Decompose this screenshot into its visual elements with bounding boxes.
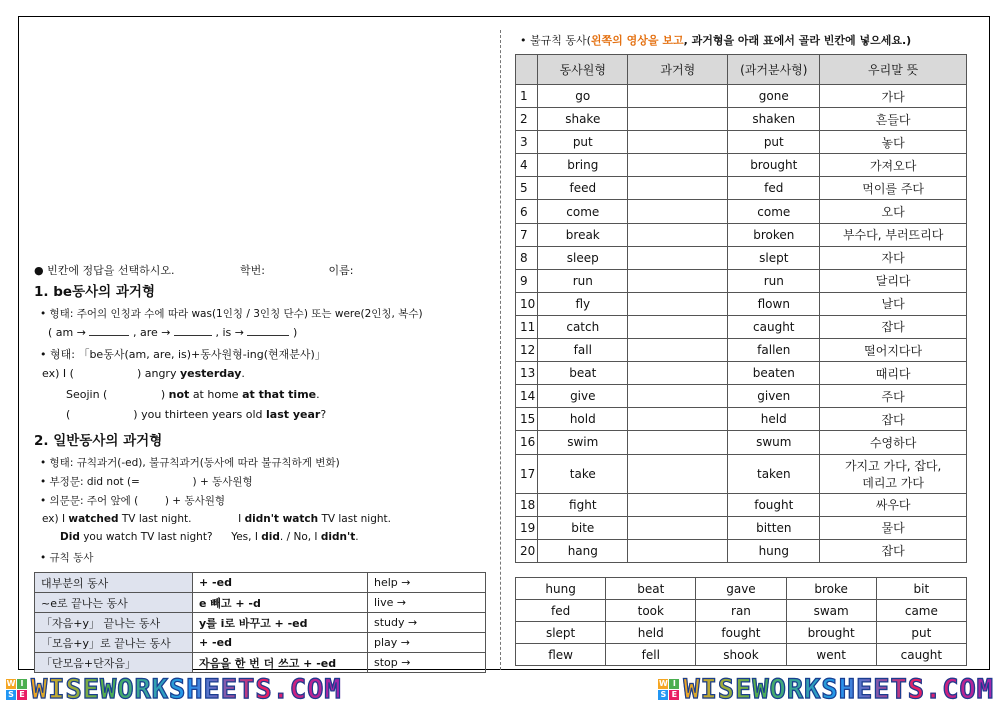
section1-example2: Seojin ( ) not at home at that time. xyxy=(66,388,320,401)
past-participle: brought xyxy=(728,154,820,177)
base-form: take xyxy=(538,454,628,493)
word-bank-item[interactable]: fell xyxy=(606,644,696,666)
korean-meaning: 놓다 xyxy=(820,131,967,154)
wise-logo-icon xyxy=(6,679,27,700)
past-form-blank[interactable] xyxy=(628,108,728,131)
korean-meaning-line1: 가지고 가다, 잡다, xyxy=(844,458,942,473)
row-number: 13 xyxy=(516,362,538,385)
base-form: put xyxy=(538,131,628,154)
past-participle: hung xyxy=(728,539,820,562)
row-number: 7 xyxy=(516,223,538,246)
verb-row xyxy=(516,269,967,292)
rule-example[interactable]: help → xyxy=(368,573,486,593)
ex2-did-answer: did xyxy=(261,531,280,543)
past-form-blank[interactable] xyxy=(628,362,728,385)
instr-highlight: 왼쪽의 영상을 보고 xyxy=(590,34,684,47)
name-label: 이름: xyxy=(328,264,354,277)
instr-post: , 과거형을 아래 표에서 골라 빈칸에 넣으세요.) xyxy=(683,34,912,47)
section1-example3 xyxy=(66,408,326,421)
korean-meaning: 자다 xyxy=(820,246,967,269)
brand-right[interactable] xyxy=(658,674,994,705)
base-form: catch xyxy=(538,315,628,338)
ex3-post: ) you thirteen years old xyxy=(133,408,263,421)
base-form: fight xyxy=(538,493,628,516)
row-number: 9 xyxy=(516,269,538,292)
row-number: 12 xyxy=(516,339,538,362)
row-number: 15 xyxy=(516,408,538,431)
word-bank-item[interactable]: put xyxy=(876,622,966,644)
neg-pre: • 부정문: did not (= xyxy=(40,476,140,488)
past-participle: given xyxy=(728,385,820,408)
section2-negative xyxy=(40,474,253,489)
are-blank[interactable] xyxy=(174,326,212,336)
ex3-end: ? xyxy=(320,408,327,421)
past-form-blank[interactable] xyxy=(628,454,728,493)
irregular-instruction xyxy=(520,32,911,48)
ex-label-2: ex) xyxy=(42,513,59,525)
word-bank-item[interactable]: caught xyxy=(876,644,966,666)
ex2-didnt: didn't xyxy=(320,531,356,543)
verb-row xyxy=(516,223,967,246)
past-form-blank[interactable] xyxy=(628,154,728,177)
instruction-text: ● 빈칸에 정답을 선택하시오. xyxy=(34,264,175,277)
past-participle: beaten xyxy=(728,362,820,385)
word-bank-item[interactable]: held xyxy=(606,622,696,644)
verb-row xyxy=(516,454,967,493)
past-participle: held xyxy=(728,408,820,431)
base-form: run xyxy=(538,269,628,292)
verb-row xyxy=(516,154,967,177)
past-participle: taken xyxy=(728,454,820,493)
past-participle: shaken xyxy=(728,108,820,131)
verb-row xyxy=(516,177,967,200)
verb-row xyxy=(516,362,967,385)
ex1b-bold: didn't watch xyxy=(244,513,319,525)
rule-row xyxy=(35,593,486,613)
verb-row xyxy=(516,200,967,223)
close-paren: ) xyxy=(292,326,298,339)
past-participle: fed xyxy=(728,177,820,200)
ex1-bold: yesterday xyxy=(179,367,242,380)
word-bank-row xyxy=(516,578,967,600)
wise-logo-icon xyxy=(658,679,679,700)
korean-meaning: 떨어지다다 xyxy=(820,339,967,362)
korean-meaning: 달리다 xyxy=(820,269,967,292)
ex1-post: ) angry xyxy=(136,367,177,380)
rule-verb-type: 대부분의 동사 xyxy=(35,573,193,593)
word-bank-item[interactable]: came xyxy=(876,600,966,622)
logo-letter: W xyxy=(6,679,16,688)
past-participle: fought xyxy=(728,493,820,516)
past-form-blank[interactable] xyxy=(628,493,728,516)
base-form: sleep xyxy=(538,246,628,269)
row-number: 6 xyxy=(516,200,538,223)
rule-verb-type: 「단모음+단자음」 xyxy=(35,653,193,673)
word-bank-item[interactable]: swam xyxy=(786,600,876,622)
brand-left[interactable] xyxy=(6,674,342,705)
base-form: bite xyxy=(538,516,628,539)
base-form: go xyxy=(538,85,628,108)
row-number: 18 xyxy=(516,493,538,516)
is-blank[interactable] xyxy=(247,326,289,336)
section1-form1: • 형태: 주어의 인칭과 수에 따라 was(1인칭 / 3인칭 단수) 또는 were(2인칭, 복수) xyxy=(40,308,423,320)
verb-row xyxy=(516,431,967,454)
ex1-end: . xyxy=(241,367,245,380)
base-form: hang xyxy=(538,539,628,562)
word-bank-row xyxy=(516,600,967,622)
verb-row xyxy=(516,339,967,362)
row-number: 20 xyxy=(516,539,538,562)
past-form-blank[interactable] xyxy=(628,339,728,362)
past-form-blank[interactable] xyxy=(628,85,728,108)
korean-meaning xyxy=(820,454,967,493)
logo-letter: I xyxy=(17,679,27,689)
ex1a-pre: I xyxy=(61,513,66,525)
verb-row xyxy=(516,493,967,516)
korean-meaning: 부수다, 부러뜨리다 xyxy=(820,223,967,246)
column-header: 동사원형 xyxy=(538,55,628,85)
base-form: swim xyxy=(538,431,628,454)
past-form-blank[interactable] xyxy=(628,292,728,315)
section1-example1 xyxy=(42,367,245,380)
verb-row xyxy=(516,246,967,269)
brand-text: WISEWORKSHEETS.COM xyxy=(683,674,994,705)
past-form-blank[interactable] xyxy=(628,408,728,431)
regular-verb-rules-table xyxy=(34,572,486,673)
rule-row xyxy=(35,653,486,673)
row-number: 11 xyxy=(516,315,538,338)
korean-meaning: 날다 xyxy=(820,292,967,315)
ex-label: ex) xyxy=(42,367,60,380)
base-form: come xyxy=(538,200,628,223)
row-number: 17 xyxy=(516,454,538,493)
word-bank-item[interactable]: brought xyxy=(786,622,876,644)
ex1-pre: I ( xyxy=(62,367,74,380)
rule-example[interactable]: play → xyxy=(368,633,486,653)
logo-letter: W xyxy=(658,679,668,688)
logo-letter: E xyxy=(17,690,27,700)
past-participle: come xyxy=(728,200,820,223)
instruction-line xyxy=(34,262,353,278)
column-header: 과거형 xyxy=(628,55,728,85)
korean-meaning: 때리다 xyxy=(820,362,967,385)
column-header: (과거분사형) xyxy=(728,55,820,85)
row-number: 1 xyxy=(516,85,538,108)
verb-row xyxy=(516,315,967,338)
row-number: 16 xyxy=(516,431,538,454)
rule-change: + -ed xyxy=(193,573,368,593)
past-participle: run xyxy=(728,269,820,292)
ex2-did: Did xyxy=(60,531,80,543)
base-form: fall xyxy=(538,339,628,362)
logo-letter: E xyxy=(669,690,679,700)
verb-row xyxy=(516,131,967,154)
word-bank-row xyxy=(516,622,967,644)
ex2-bold2: at that time xyxy=(242,388,317,401)
ex2-pre: Seojin ( xyxy=(66,388,108,401)
word-bank-item[interactable]: gave xyxy=(696,578,786,600)
past-form-blank[interactable] xyxy=(628,315,728,338)
rule-example[interactable]: live → xyxy=(368,593,486,613)
ex2-end: . xyxy=(316,388,320,401)
word-bank-item[interactable]: fought xyxy=(696,622,786,644)
past-participle: flown xyxy=(728,292,820,315)
past-participle: swum xyxy=(728,431,820,454)
section2-question xyxy=(40,493,225,508)
row-number: 2 xyxy=(516,108,538,131)
past-participle: put xyxy=(728,131,820,154)
base-form: break xyxy=(538,223,628,246)
word-bank-item[interactable]: shook xyxy=(696,644,786,666)
row-number: 8 xyxy=(516,246,538,269)
row-number: 3 xyxy=(516,131,538,154)
korean-meaning: 오다 xyxy=(820,200,967,223)
row-number: 5 xyxy=(516,177,538,200)
past-participle: fallen xyxy=(728,339,820,362)
rule-change: y를 i로 바꾸고 + -ed xyxy=(193,613,368,633)
past-form-blank[interactable] xyxy=(628,539,728,562)
is-label: , is → xyxy=(215,326,244,339)
verb-row xyxy=(516,385,967,408)
rule-verb-type: 「자음+y」 끝나는 동사 xyxy=(35,613,193,633)
word-bank-item[interactable]: broke xyxy=(786,578,876,600)
are-label: , are → xyxy=(132,326,171,339)
verb-row xyxy=(516,539,967,562)
ex2-mid-2: you watch TV last night? xyxy=(83,531,213,543)
past-participle: slept xyxy=(728,246,820,269)
rule-change: + -ed xyxy=(193,633,368,653)
rule-example[interactable]: study → xyxy=(368,613,486,633)
korean-meaning: 가져오다 xyxy=(820,154,967,177)
neg-post: ) + 동사원형 xyxy=(192,476,253,488)
q-pre: • 의문문: 주어 앞에 ( xyxy=(40,495,139,507)
past-form-blank[interactable] xyxy=(628,385,728,408)
base-form: give xyxy=(538,385,628,408)
korean-meaning: 싸우다 xyxy=(820,493,967,516)
base-form: bring xyxy=(538,154,628,177)
korean-meaning: 흔들다 xyxy=(820,108,967,131)
brand-text: WISEWORKSHEETS.COM xyxy=(31,674,342,705)
am-blank[interactable] xyxy=(89,326,129,336)
word-bank-item[interactable]: slept xyxy=(516,622,606,644)
am-label: ( am → xyxy=(48,326,86,339)
past-form-blank[interactable] xyxy=(628,269,728,292)
logo-letter: I xyxy=(669,679,679,689)
footer-banner xyxy=(0,672,1000,707)
verb-row xyxy=(516,108,967,131)
row-number: 10 xyxy=(516,292,538,315)
past-participle: bitten xyxy=(728,516,820,539)
past-form-blank[interactable] xyxy=(628,200,728,223)
logo-letter: S xyxy=(6,690,16,700)
past-participle: broken xyxy=(728,223,820,246)
korean-meaning: 수영하다 xyxy=(820,431,967,454)
rule-verb-type: ~e로 끝나는 동사 xyxy=(35,593,193,613)
rule-row xyxy=(35,573,486,593)
base-form: feed xyxy=(538,177,628,200)
rule-example[interactable]: stop → xyxy=(368,653,486,673)
past-form-blank[interactable] xyxy=(628,131,728,154)
word-bank-table xyxy=(515,577,967,666)
past-form-blank[interactable] xyxy=(628,246,728,269)
ex2-end-2: . xyxy=(355,531,359,543)
base-form: hold xyxy=(538,408,628,431)
word-bank-row xyxy=(516,644,967,666)
verb-row xyxy=(516,292,967,315)
word-bank-item[interactable]: fed xyxy=(516,600,606,622)
word-bank-item[interactable]: hung xyxy=(516,578,606,600)
ex2-bold1: not xyxy=(168,388,190,401)
row-number: 14 xyxy=(516,385,538,408)
q-post: ) + 동사원형 xyxy=(164,495,226,507)
korean-meaning: 물다 xyxy=(820,516,967,539)
ex3-pre: ( xyxy=(66,408,71,421)
past-form-blank[interactable] xyxy=(628,516,728,539)
korean-meaning: 잡다 xyxy=(820,539,967,562)
verb-row xyxy=(516,516,967,539)
korean-meaning: 잡다 xyxy=(820,408,967,431)
past-participle: gone xyxy=(728,85,820,108)
rule-row xyxy=(35,633,486,653)
rule-verb-type: 「모음+y」로 끝나는 동사 xyxy=(35,633,193,653)
rule-row xyxy=(35,613,486,633)
past-participle: caught xyxy=(728,315,820,338)
ex1a-post: TV last night. xyxy=(121,513,192,525)
korean-meaning: 먹이를 주다 xyxy=(820,177,967,200)
section2-title: 2. 일반동사의 과거형 xyxy=(34,433,163,449)
ex3-bold: last year xyxy=(266,408,321,421)
ex2-no: . / No, I xyxy=(279,531,318,543)
section1-title: 1. be동사의 과거형 xyxy=(34,284,155,300)
base-form: beat xyxy=(538,362,628,385)
rule-change: e 빼고 + -d xyxy=(193,593,368,613)
korean-meaning-line2: 데리고 가다 xyxy=(862,475,925,490)
rule-change: 자음을 한 번 더 쓰고 + -ed xyxy=(193,653,368,673)
word-bank-item[interactable]: ran xyxy=(696,600,786,622)
logo-letter: S xyxy=(658,690,668,700)
verb-row xyxy=(516,408,967,431)
column-header xyxy=(516,55,538,85)
section2-example2 xyxy=(60,531,359,543)
word-bank-item[interactable]: took xyxy=(606,600,696,622)
verb-row xyxy=(516,85,967,108)
row-number: 19 xyxy=(516,516,538,539)
section2-example1 xyxy=(42,513,391,525)
section2-form: • 형태: 규칙과거(-ed), 불규칙과거(동사에 따라 불규칙하게 변화) xyxy=(40,457,340,469)
regular-verbs-label: • 규칙 동사 xyxy=(40,552,94,564)
past-form-blank[interactable] xyxy=(628,431,728,454)
ex1a-bold: watched xyxy=(68,513,119,525)
ex1b-pre: I xyxy=(238,513,242,525)
irregular-verb-table xyxy=(515,54,967,563)
word-bank-item[interactable]: flew xyxy=(516,644,606,666)
ex2-mid: at home xyxy=(192,388,239,401)
korean-meaning: 가다 xyxy=(820,85,967,108)
instr-pre: • 불규칙 동사( xyxy=(520,34,591,47)
ex1b-post: TV last night. xyxy=(321,513,391,525)
word-bank-item[interactable]: went xyxy=(786,644,876,666)
section1-form2: • 형태: 「be동사(am, are, is)+동사원형-ing(현재분사)」 xyxy=(40,348,326,361)
korean-meaning: 주다 xyxy=(820,385,967,408)
be-conjugation-line xyxy=(48,326,297,339)
student-id-label: 학번: xyxy=(239,264,265,277)
column-header: 우리말 뜻 xyxy=(820,55,967,85)
past-form-blank[interactable] xyxy=(628,177,728,200)
ex2-yes: Yes, I xyxy=(231,531,258,543)
column-divider xyxy=(500,30,501,670)
base-form: fly xyxy=(538,292,628,315)
base-form: shake xyxy=(538,108,628,131)
korean-meaning: 잡다 xyxy=(820,315,967,338)
row-number: 4 xyxy=(516,154,538,177)
word-bank-item[interactable]: beat xyxy=(606,578,696,600)
past-form-blank[interactable] xyxy=(628,223,728,246)
word-bank-item[interactable]: bit xyxy=(876,578,966,600)
